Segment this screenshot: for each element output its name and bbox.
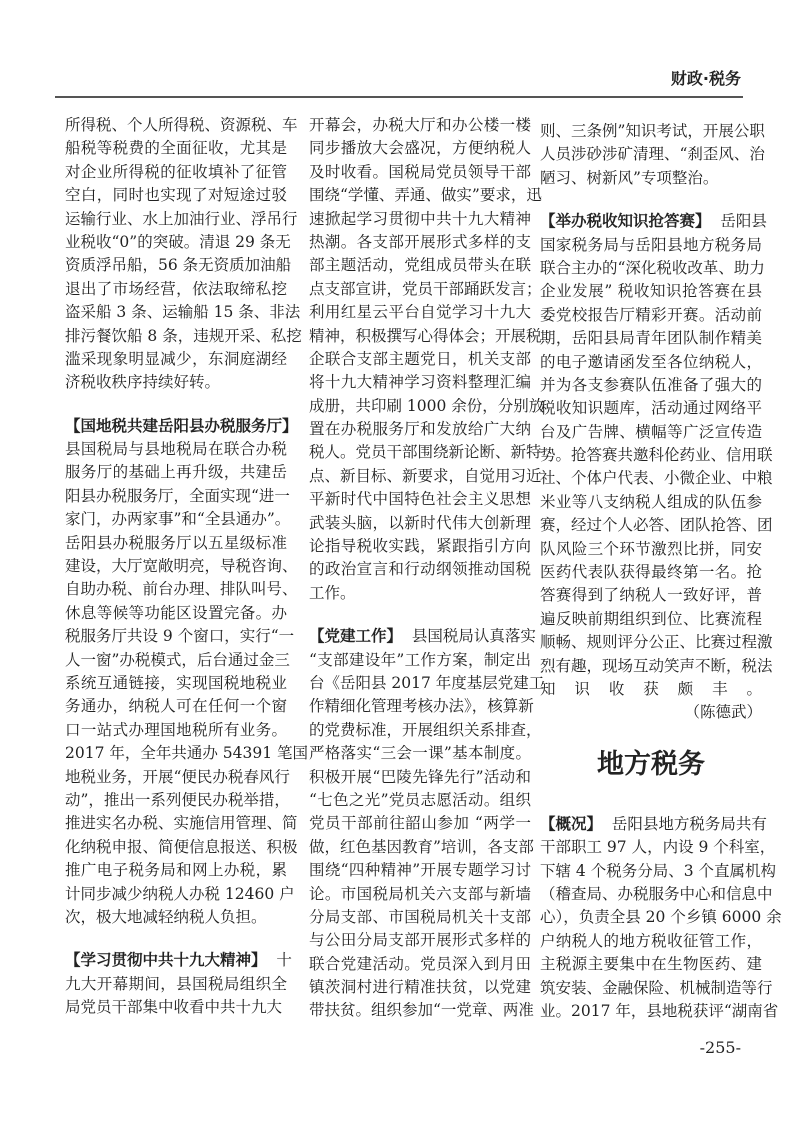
paragraph-heading: 【概况】	[540, 814, 603, 833]
text-line: 赛，经过个人必答、团队抢答、团	[540, 516, 773, 535]
text-line: 分局支部、市国税局机关十支部	[309, 907, 531, 926]
text-line: 米业等八支纳税人组成的队伍参	[540, 492, 762, 511]
text-line: 2017 年，全年共通办 54391 笔国	[65, 744, 309, 763]
text-line: 盗采船 3 条、运输船 15 条、非法	[65, 303, 301, 322]
text-line: 做，红色基因教育”培训，各支部	[309, 837, 534, 856]
paragraph	[65, 114, 302, 395]
paragraph	[65, 949, 292, 1019]
text-line: 业。2017 年，县地税获评“湖南省	[540, 1001, 779, 1020]
text-line: 委党校报告厅精彩开赛。活动前	[540, 305, 762, 324]
text-line: 推进实名办税、实施信用管理、简	[65, 814, 298, 833]
text-line: 精神，积极撰写心得体会；开展税	[309, 326, 542, 345]
text-line	[65, 415, 298, 438]
text-line: 筑安装、金融保险、机械制造等行	[540, 978, 773, 997]
text-line: 点支部宣讲，党员干部踊跃发言；	[309, 279, 542, 298]
text-line: 退出了市场经营，依法取缔私挖	[65, 279, 287, 298]
text-line: 联合党建活动。党员深入到月田	[309, 954, 531, 973]
text-line: “支部建设年”工作方案，制定出	[309, 650, 531, 669]
line-text: 十	[266, 951, 292, 970]
text-line: 积极开展“巴陵先锋先行”活动和	[309, 767, 531, 786]
text-line: 九大开幕期间，县国税局组织全	[65, 974, 287, 993]
text-line: 地税业务，开展“便民办税春风行	[65, 767, 290, 786]
text-line: （稽查局、办税服务中心和信息中	[540, 884, 773, 903]
text-line: 自助办税、前台办理、排队叫号、	[65, 580, 298, 599]
text-line: 党员干部前往韶山参加 “两学一	[309, 814, 531, 833]
text-line: 顺畅、规则评分公正、比赛过程激	[540, 633, 773, 652]
line-text: 岳阳县	[710, 212, 767, 231]
text-line: 并为各支参赛队伍准备了强大的	[540, 375, 762, 394]
text-line: 企业发展” 税收知识抢答赛在县	[540, 282, 762, 301]
text-line: 对企业所得税的征收填补了征管	[65, 162, 287, 181]
text-line: 动”，推出一系列便民办税举措，	[65, 790, 290, 809]
section-title: 地方税务	[597, 748, 705, 780]
text-line: 平新时代中国特色社会主义思想	[309, 490, 531, 509]
text-line: 烈有趣，现场互动笑声不断，税法	[540, 656, 773, 675]
text-line: 与公田分局支部开展形式多样的	[309, 931, 531, 950]
paragraph	[309, 625, 545, 1023]
text-line: 业税收“0”的突破。清退 29 条无	[65, 232, 291, 251]
author-credit: （陈德武）	[684, 703, 762, 722]
text-line: 局党员干部集中收看中共十九大	[65, 998, 283, 1017]
text-line: 推广电子税务局和网上办税，累	[65, 861, 287, 880]
text-line: 利用红星云平台自觉学习十九大	[309, 303, 531, 322]
text-line: 医药代表队获得最终第一名。抢	[540, 563, 762, 582]
text-line: 工作。	[309, 583, 356, 602]
text-line: 船税等税费的全面征收，尤其是	[65, 139, 287, 158]
text-line: 围绕“学懂、弄通、做实”要求，迅	[309, 186, 542, 205]
text-line: 岳阳县办税服务厅以五星级标准	[65, 533, 287, 552]
text-line: 系统互通链接，实现国税地税业	[65, 673, 287, 692]
text-line: 热潮。各支部开展形式多样的支	[309, 232, 531, 251]
paragraph	[540, 813, 782, 1024]
header-rule	[55, 96, 743, 98]
text-line	[309, 625, 536, 648]
text-line: 家门，办两家事”和“全县通办”。	[65, 510, 291, 529]
text-line: 建设，大厅宽敞明亮，导税咨询、	[65, 557, 298, 576]
column-1	[65, 114, 309, 1039]
text-line: 的电子邀请函发至各位纳税人，	[540, 352, 762, 371]
text-line: 部主题活动，党组成员带头在联	[309, 256, 531, 275]
text-line: 务通办，纳税人可在任何一个窗	[65, 697, 287, 716]
text-line: 户纳税人的地方税收征管工作，	[540, 931, 762, 950]
text-line: 下辖 4 个税务分局、3 个直属机构	[540, 861, 777, 880]
text-line: 论。市国税局机关六支部与新墙	[309, 884, 531, 903]
text-line: 围绕“四种精神”开展专题学习讨	[309, 861, 531, 880]
text-line: 点、新目标、新要求，自觉用习近	[309, 466, 542, 485]
text-line: 的政治宣言和行动纲领推动国税	[309, 560, 531, 579]
text-line: 论指导税收实践，紧跟指引方向	[309, 537, 531, 556]
text-line: 服务厅的基础上再升级，共建岳	[65, 463, 287, 482]
text-line: 作精细化管理考核办法》，核算新	[309, 697, 534, 716]
text-line: 干部职工 97 人，内设 9 个科室，	[540, 838, 776, 857]
text-line: 队风险三个环节激烈比拼，同安	[540, 539, 762, 558]
text-line: 知识收获颇丰。	[540, 679, 762, 698]
text-line: 济税收秩序持续好转。	[65, 373, 221, 392]
text-line: 排污餐饮船 8 条，违规开采、私挖	[65, 326, 302, 345]
text-line: 同步播放大会盛况，方便纳税人	[309, 139, 531, 158]
text-line: 势。抢答赛共邀科伦药业、信用联	[540, 446, 773, 465]
text-line	[540, 210, 767, 233]
text-line: 县国税局与县地税局在联合办税	[65, 440, 287, 459]
text-line: 置在办税服务厅和发放给广大纳	[309, 420, 531, 439]
column-2	[309, 114, 545, 1043]
text-line: 则、三条例”知识考试，开展公职	[540, 122, 765, 140]
text-line: 答赛得到了纳税人一致好评，普	[540, 586, 762, 605]
text-line: 税人。党员干部围绕新论断、新特	[309, 443, 542, 462]
text-line: 严格落实“三会一课”基本制度。	[309, 744, 531, 763]
text-line: 心），负责全县 20 个乡镇 6000 余	[540, 908, 782, 927]
text-line: 社、个体户代表、小微企业、中粮	[540, 469, 773, 488]
text-line: 资质浮吊船，56 条无资质加油船	[65, 256, 292, 275]
paragraph-heading: 【学习贯彻中共十九大精神】	[65, 951, 267, 970]
text-line	[65, 949, 292, 972]
paragraph	[540, 210, 773, 725]
text-line: 及时收看。国税局党员领导干部	[309, 162, 531, 181]
text-line: 企联合支部主题党日，机关支部	[309, 349, 531, 368]
text-line: 运输行业、水上加油行业、浮吊行	[65, 209, 298, 228]
text-line: 成册，共印刷 1000 余份，分别放	[309, 396, 545, 415]
text-line: 陋习、树新风”专项整治。	[540, 168, 719, 187]
text-line: 主税源主要集中在生物医药、建	[540, 955, 762, 974]
text-line: 休息等候等功能区设置完备。办	[65, 603, 287, 622]
text-line: 期，岳阳县局青年团队制作精美	[540, 329, 762, 348]
text-line: 台及广告牌、横幅等广泛宣传造	[540, 422, 762, 441]
text-line: 空白，同时也实现了对短途过驳	[65, 186, 287, 205]
text-line: 化纳税申报、简便信息报送、积极	[65, 837, 298, 856]
text-line: 所得税、个人所得税、资源税、车	[65, 116, 298, 134]
text-line: 将十九大精神学习资料整理汇编	[309, 373, 531, 392]
text-line: 人员涉砂涉矿清理、“刹歪风、治	[540, 145, 765, 164]
text-line: 滥采现象明显减少，东洞庭湖经	[65, 349, 287, 368]
text-line: 遍反映前期组织到位、比赛流程	[540, 609, 762, 628]
text-line: 开幕会，办税大厅和办公楼一楼	[309, 116, 531, 134]
line-text: 县国税局认真落实	[402, 627, 536, 646]
text-line: 的党费标准，开展组织关系排查，	[309, 720, 542, 739]
paragraph-heading: 【党建工作】	[309, 627, 403, 646]
text-line: “七色之光”党员志愿活动。组织	[309, 790, 531, 809]
text-line: 武装头脑，以新时代伟大创新理	[309, 513, 531, 532]
text-line: 口一站式办理国地税所有业务。	[65, 720, 287, 739]
text-line: 台《岳阳县 2017 年度基层党建工	[309, 673, 545, 692]
line-text: 岳阳县地方税务局共有	[602, 814, 767, 833]
paragraph	[65, 415, 309, 930]
text-line: 税服务厅共设 9 个窗口，实行“一	[65, 627, 295, 646]
running-head: 财政·税务	[670, 69, 741, 88]
paragraph	[540, 120, 765, 190]
paragraph-heading: 【举办税收知识抢答赛】	[540, 212, 711, 231]
text-line: 税收知识题库，活动通过网络平	[540, 399, 762, 418]
text-line: 速掀起学习贯彻中共十九大精神	[309, 209, 531, 228]
text-line: 阳县办税服务厅，全面实现“进一	[65, 486, 290, 505]
text-line: 带扶贫。组织参加“一党章、两准	[309, 1001, 534, 1020]
text-line: 联合主办的“深化税收改革、助力	[540, 258, 765, 277]
page-number: -255-	[699, 1038, 741, 1057]
text-line: 次，极大地减轻纳税人负担。	[65, 907, 267, 926]
text-line	[540, 813, 767, 836]
text-line: 镇茨洞村进行精准扶贫，以党建	[309, 978, 531, 997]
text-line: 计同步减少纳税人办税 12460 户	[65, 884, 295, 903]
text-line: 国家税务局与岳阳县地方税务局	[540, 235, 762, 254]
column-3	[540, 120, 782, 1043]
text-line: 人一窗”办税模式，后台通过金三	[65, 650, 290, 669]
paragraph-heading: 【国地税共建岳阳县办税服务厅】	[65, 416, 298, 435]
paragraph	[309, 114, 545, 605]
